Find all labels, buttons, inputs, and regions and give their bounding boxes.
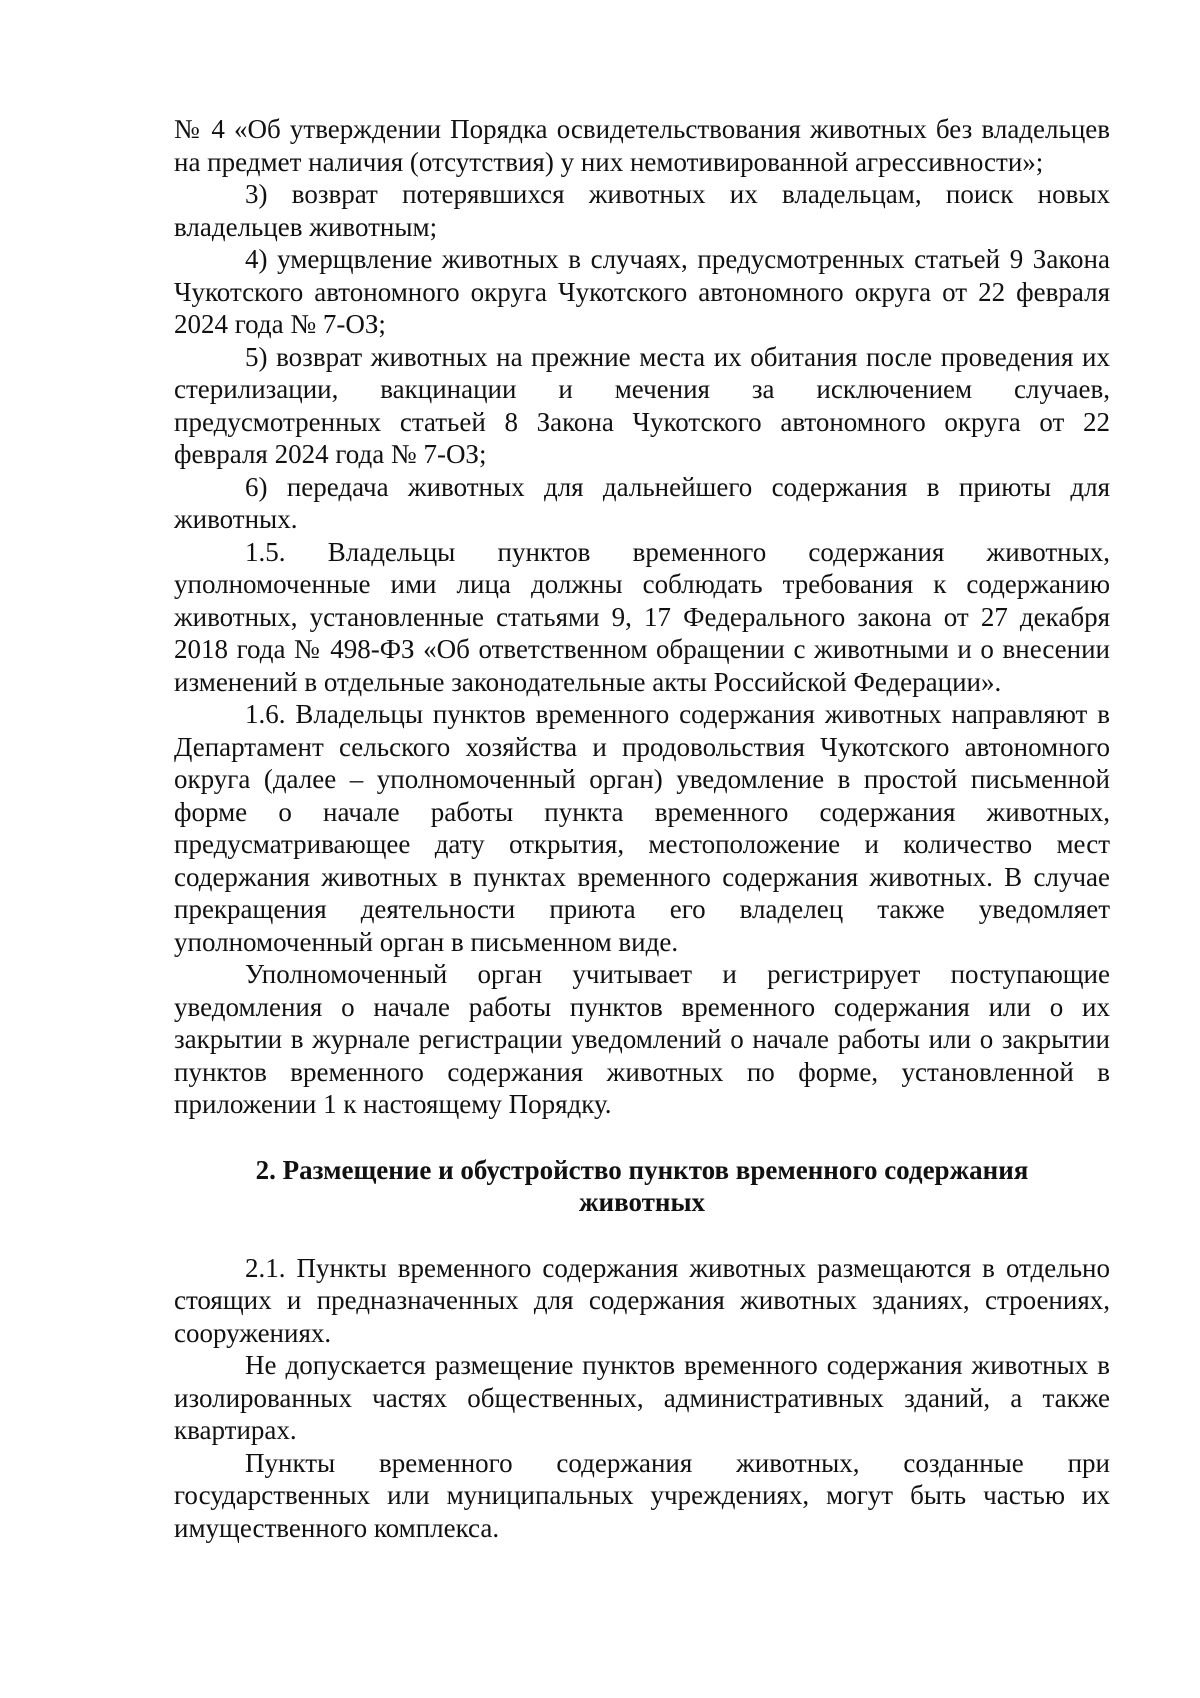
paragraph-prohibition: Не допускается размещение пунктов временного содержания животных в изолированных частях общественных, административных зданий, а также квартирах. <box>174 1350 1110 1445</box>
section-heading: 2. Размещение и обустройство пунктов временного содержания животных <box>255 1154 1029 1217</box>
paragraph-item-6: 6) передача животных для дальнейшего содержания в приюты для животных. <box>174 471 1110 534</box>
paragraph-item-3: 3) возврат потерявшихся животных их владельцам, поиск новых владельцев животным; <box>174 179 1110 242</box>
paragraph-registration: Уполномоченный орган учитывает и регистрирует поступающие уведомления о начале работы пунктов временного содержания или о их закрытии в журнале регистрации уведомлений о начале работы или о закрытии пунктов временного содержания животных по форме, установленной в приложении 1 к настоящему Порядку. <box>174 959 1110 1119</box>
paragraph-item-5: 5) возврат животных на прежние места их обитания после проведения их стерилизации, вакцинации и мечения за исключением случаев, предусмотренных статьей 8 Закона Чукотского автономного округа от 22 февраля 2024 года № 7-ОЗ; <box>174 341 1110 469</box>
paragraph-property-complex: Пункты временного содержания животных, созданные при государственных или муниципальных учреждениях, могут быть частью их имущественного комплекса. <box>174 1447 1110 1543</box>
paragraph-2-1: 2.1. Пункты временного содержания животных размещаются в отдельно стоящих и предназначенных для содержания животных зданиях, строениях, сооружениях. <box>174 1252 1110 1348</box>
paragraph-1-6: 1.6. Владельцы пунктов временного содержания животных направляют в Департамент сельского хозяйства и продовольствия Чукотского автономного округа (далее – уполномоченный орган) уведомление в простой письменной форме о начале работы пункта временного содержания животных, предусматривающее дату открытия, местоположение и количество мест содержания животных в пунктах временного содержания животных. В случае прекращения деятельности приюта его владелец также уведомляет уполномоченный орган в письменном виде. <box>174 699 1110 957</box>
paragraph-continuation: № 4 «Об утверждении Порядка освидетельствования животных без владельцев на предмет наличия (отсутствия) у них немотивированной агрессивности»; <box>174 114 1110 177</box>
paragraph-1-5: 1.5. Владельцы пунктов временного содержания животных, уполномоченные ими лица должны соблюдать требования к содержанию животных, установленные статьями 9, 17 Федерального закона от 27 декабря 2018 года № 498-ФЗ «Об ответственном обращении с животными и о внесении изменений в отдельные законодательные акты Российской Федерации». <box>174 536 1110 697</box>
paragraph-item-4: 4) умерщвление животных в случаях, предусмотренных статьей 9 Закона Чукотского автономного округа Чукотского автономного округа от 22 февраля 2024 года № 7-ОЗ; <box>174 244 1110 339</box>
document-page <box>174 113 1110 1544</box>
